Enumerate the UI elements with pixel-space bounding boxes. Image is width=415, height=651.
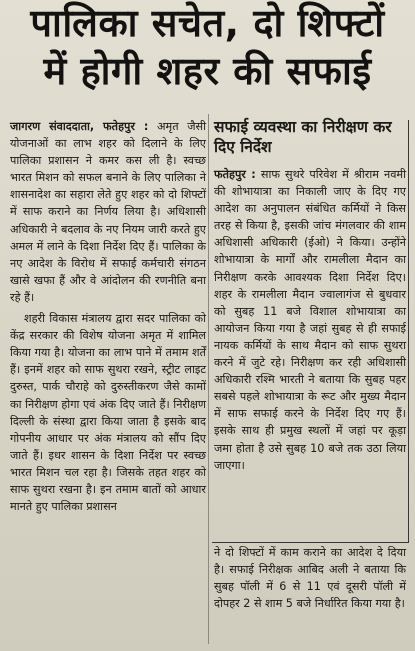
- headline-line-1: पालिका सचेत, दो शिफ्टों: [30, 1, 385, 45]
- left-para-1: [10, 118, 206, 306]
- sidebar-byline: फतेहपुर :: [214, 168, 256, 181]
- sidebar-para: [214, 166, 406, 474]
- headline-line-2: में होगी शहर की सफाई: [43, 49, 372, 93]
- sidebar-para-text: साफ सुथरे परिवेश में श्रीराम नवमी की शोभायात्रा का निकाली जाए के दिए गए आदेश का अनुपालन संबंधित कर्मियों ने किस तरह से किया है, इसकी जांच मंगलवार की शाम अधिशासी अधिकारी (ईओ) ने किया। उन्होंने शोभायात्रा के मार्गों और रामलीला मैदान का निरीक्षण करके आवश्यक दिशा निर्देश दिए। शहर के रामलीला मैदान ज्वालागंज से बुधवार को सुबह 11 बजे विशाल शोभायात्रा का आयोजन किया गया है जहां सुबह से ही सफाई नायक कर्मियों के साथ मैदान को साफ सुथरा करने में जुटे रहे। निरीक्षण कर रही अधिशासी अधिकारी रश्मि भारती ने बताया कि सुबह पहर सबसे पहले शोभायात्रा के रूट और मुख्य मैदान में साफ सफाई करने के निर्देश दिए गए हैं। इसके साथ ही प्रमुख स्थलों में जहां पर कूड़ा जमा होता है उसे सुबह 10 बजे तक उठा लिया जाएगा।: [214, 168, 407, 472]
- left-para-2: शहरी विकास मंत्रालय द्वारा सदर पालिका को केंद्र सरकार की विशेष योजना अमृत में शामिल किया गया है। योजना का लाभ पाने में तमाम शर्तें हैं। इनमें शहर को साफ सुथरा रखने, स्ट्रीट लाइट दुरुस्त, पार्क चौराहे को दुरुस्तीकरण जैसे कामों का निरीक्षण होगा एवं अंक दिए जाते हैं। निरीक्षण दिल्ली के संस्था द्वारा किया जाता है इसके बाद गोपनीय आधार पर अंक मंत्रालय को सौंप दिए जाते हैं। इधर शासन के दिशा निर्देश पर स्वच्छ भारत मिशन चल रहा है। जिसके तहत शहर को साफ सुथरा रखना है। इन तमाम बातों को आधार मानते हुए पालिका प्रशासन: [10, 312, 206, 514]
- byline: जागरण संवाददाता, फतेहपुर :: [10, 120, 149, 133]
- sidebar-subhead: सफाई व्यवस्था का निरीक्षण कर दिए निर्देश: [214, 118, 392, 156]
- left-column: [10, 118, 206, 515]
- headline: [8, 0, 407, 94]
- left-para-1-text: अमृत जैसी योजनाओं का लाभ शहर को दिलाने के लिए पालिका प्रशासन ने कमर कस ली है। स्वच्छ भारत मिशन को सफल बनाने के लिए पालिका ने शासनादेश का सहारा लेते हुए शहर को दो शिफ्टों में साफ कराने का निर्णय लिया है। अधिशासी अधिकारी ने बदलाव के नए नियम जारी करते हुए अमल में लाने के दिशा निर्देश दिए हैं। पालिका के नए आदेश के विरोध में सफाई कर्मचारी संगठन खासे खफा हैं और वे आंदोलन की रणनीति बना रहे हैं।: [10, 120, 206, 304]
- continuation-column: [214, 544, 406, 612]
- column-divider: [208, 114, 209, 644]
- continuation-para: ने दो शिफ्टों में काम कराने का आदेश दे दिया है। सफाई निरीक्षक आबिद अली ने बताया कि सुबह पॉली में 6 से 11 एवं दूसरी पॉली में दोपहर 2 से शाम 5 बजे निर्धारित किया गया है।: [214, 546, 406, 611]
- sidebar-column: [214, 166, 406, 474]
